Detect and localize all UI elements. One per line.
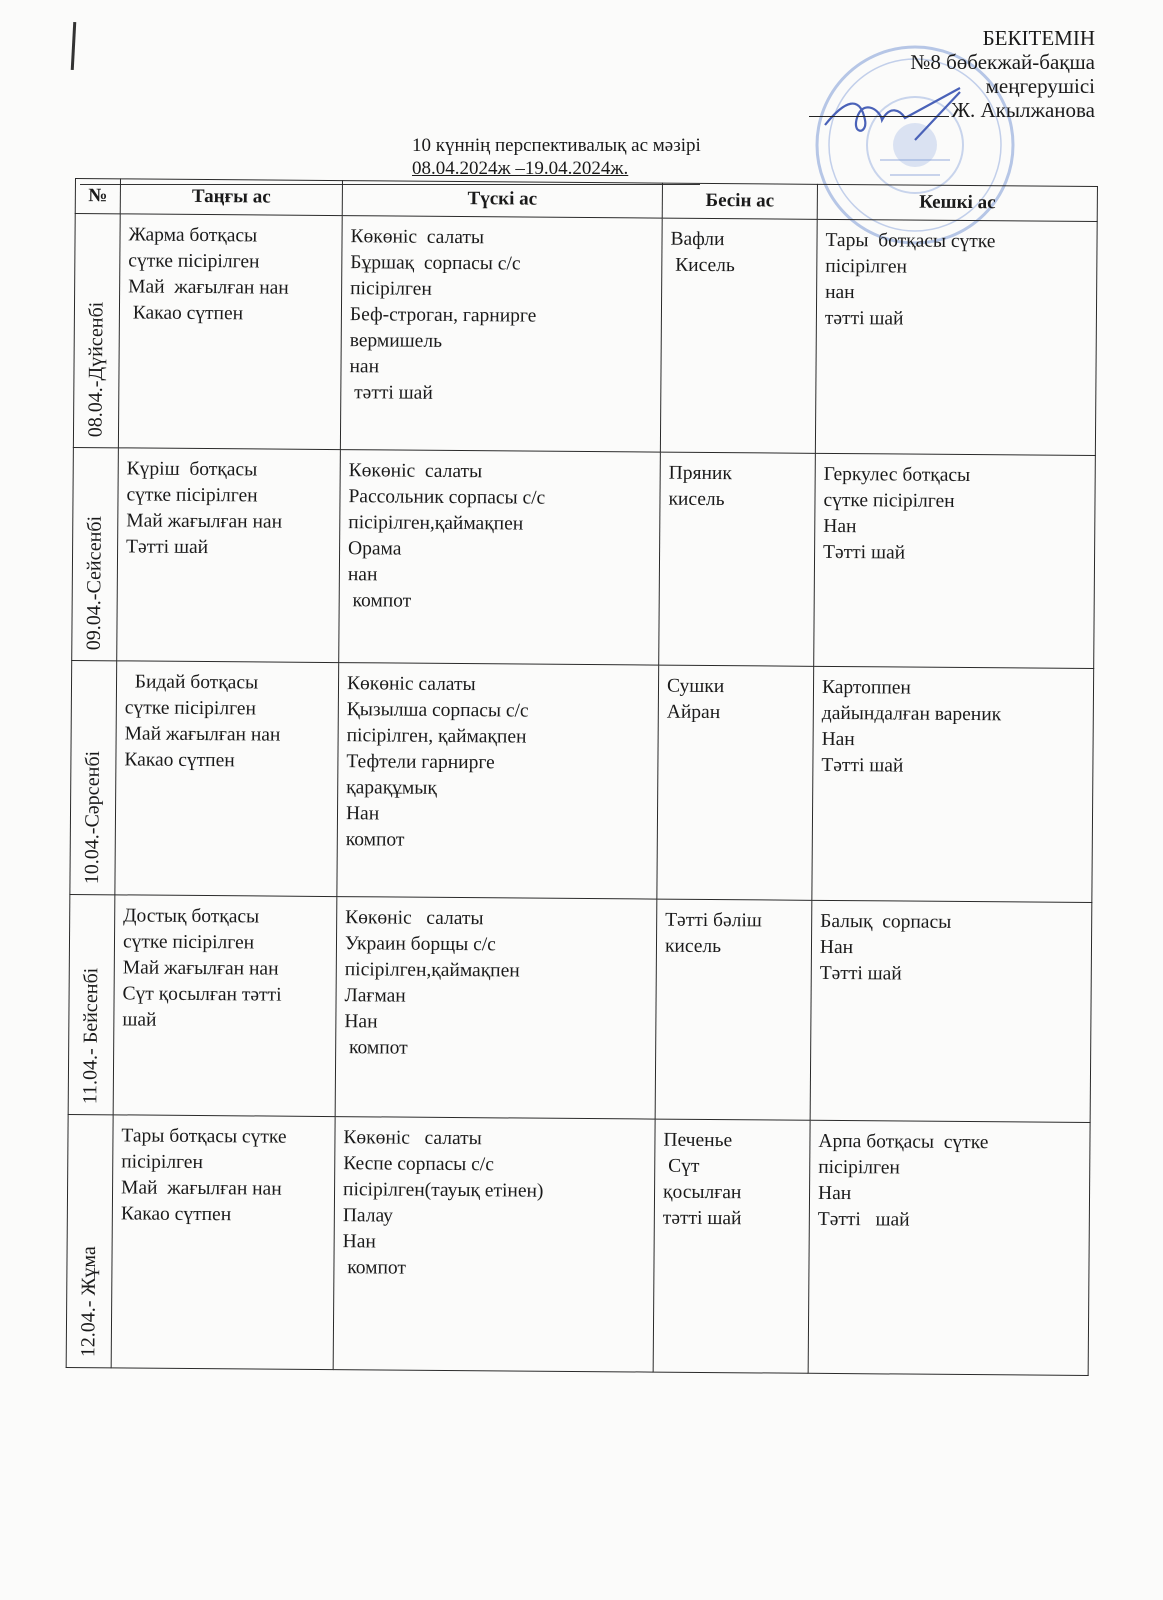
approval-signer-name: Ж. Акылжанова	[951, 98, 1095, 122]
snack-cell: Тәтті бәліш кисель	[655, 899, 812, 1120]
day-cell	[66, 1114, 113, 1367]
day-label: 08.04.-Дүйсенбі	[84, 301, 108, 438]
table-row	[73, 214, 1097, 456]
day-label: 11.04.- Бейсенбі	[79, 967, 103, 1105]
table-row	[68, 894, 1092, 1122]
day-cell	[73, 214, 120, 448]
lunch-cell: Көкөніс салаты Рассольник сорпасы с/с пісірілген,қаймақпен Орама нан компот	[339, 450, 661, 666]
lunch-cell: Көкөніс салаты Қызылша сорпасы с/с пісірілген, қаймақпен Тефтели гарнирге қарақұмық Нан компот	[337, 663, 659, 900]
title-dates: 08.04.2024ж –19.04.2024ж.	[412, 158, 629, 179]
signature-line	[809, 116, 949, 117]
header-dinner: Кешкі ас	[817, 184, 1097, 221]
snack-cell: Вафли Кисель	[660, 218, 817, 453]
approval-heading: БЕКІТЕМІН	[982, 26, 1095, 50]
day-cell	[68, 894, 115, 1114]
breakfast-cell: Достық ботқасы сүтке пісірілген Май жағылған нан Сүт қосылған тәтті шай	[113, 895, 337, 1117]
document-title	[412, 134, 701, 180]
breakfast-cell: Тары ботқасы сүтке пісірілген Май жағылған нан Какао сүтпен	[111, 1115, 335, 1370]
snack-cell: Печенье Сүт қосылған тәтті шай	[653, 1119, 810, 1373]
day-label: 12.04.- Жұма	[77, 1246, 101, 1358]
header-breakfast: Таңғы ас	[120, 179, 342, 216]
header-lunch: Түскі ас	[342, 181, 662, 219]
lunch-cell: Көкөніс салаты Кеспе сорпасы с/с пісірілген(тауық етінен) Палау Нан компот	[333, 1117, 655, 1373]
header-snack: Бесін ас	[662, 183, 817, 219]
snack-cell: Сушки Айран	[657, 665, 814, 900]
table-row	[66, 1114, 1090, 1375]
dinner-cell: Геркулес ботқасы сүтке пісірілген Нан Тәтті шай	[814, 453, 1096, 668]
dinner-cell: Балық сорпасы Нан Тәтті шай	[810, 900, 1092, 1122]
approval-block	[809, 26, 1095, 122]
table-row	[72, 447, 1096, 668]
lunch-cell: Көкөніс салаты Украин борщы с/с пісірілген,қаймақпен Лағман Нан компот	[335, 897, 657, 1120]
dinner-cell: Арпа ботқасы сүтке пісірілген Нан Тәтті шай	[808, 1120, 1090, 1375]
approval-institution: №8 бөбекжай-бақша	[910, 50, 1095, 74]
breakfast-cell: Күріш ботқасы сүтке пісірілген Май жағылған нан Тәтті шай	[117, 448, 341, 663]
scan-mark	[71, 22, 77, 70]
title-line: 10 күннің перспективалық ас мәзірі	[412, 135, 701, 156]
dinner-cell: Тары ботқасы сүтке пісірілген нан тәтті шай	[815, 219, 1097, 455]
day-label: 10.04.-Сәрсенбі	[80, 750, 105, 885]
day-label: 09.04.-Сейсенбі	[82, 515, 106, 651]
day-cell	[72, 447, 119, 660]
dinner-cell: Картоппен дайындалған вареник Нан Тәтті шай	[812, 666, 1094, 902]
approval-position: меңгерушісі	[985, 74, 1095, 98]
day-cell	[70, 660, 117, 894]
menu-table	[66, 178, 1098, 1376]
snack-cell: Пряник кисель	[659, 452, 816, 666]
breakfast-cell: Жарма ботқасы сүтке пісірілген Май жағылған нан Какао сүтпен	[118, 214, 342, 450]
lunch-cell: Көкөніс салаты Бұршақ сорпасы с/с пісірілген Беф-строган, гарнирге вермишель нан тәтті шай	[340, 216, 662, 453]
header-number: №	[75, 179, 120, 214]
breakfast-cell: Бидай ботқасы сүтке пісірілген Май жағылған нан Какао сүтпен	[115, 661, 339, 897]
table-row	[70, 660, 1094, 902]
approval-signer	[809, 98, 1095, 122]
